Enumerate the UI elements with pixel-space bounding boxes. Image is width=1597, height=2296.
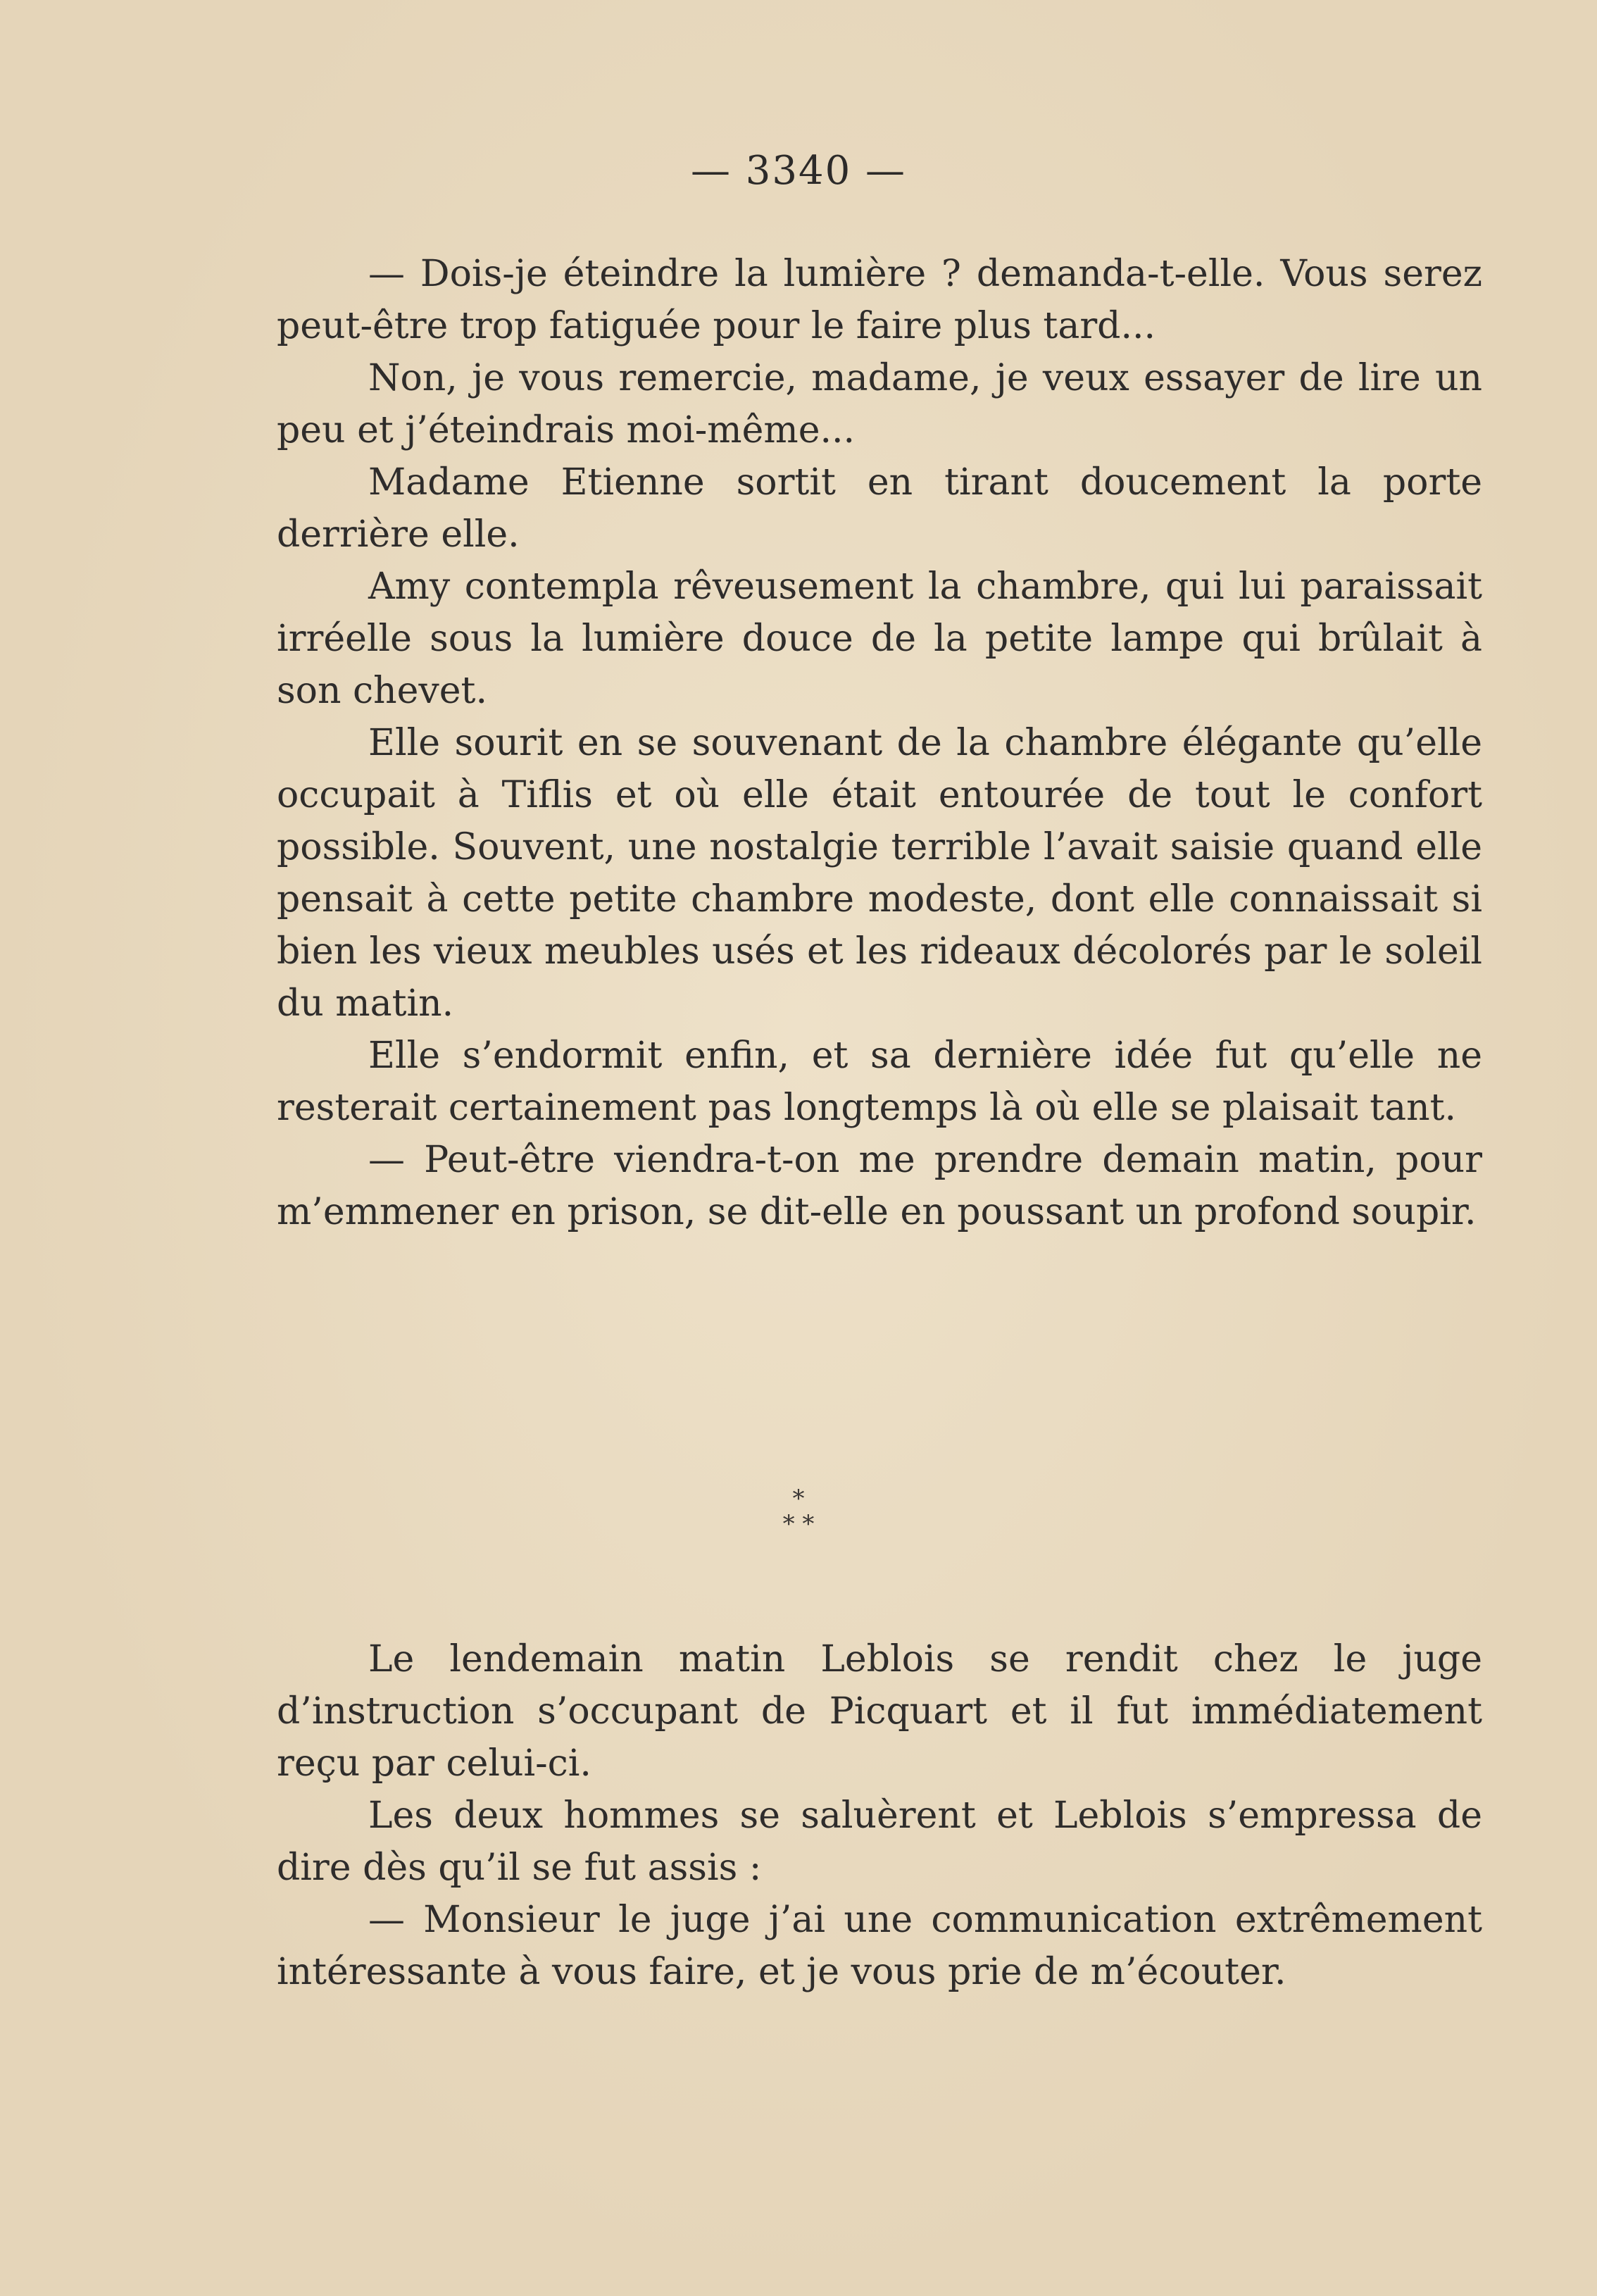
text-section-2 (277, 1633, 1482, 1998)
paragraph: Madame Etienne sortit en tirant doucement la porte derrière elle. (277, 461, 1482, 556)
paragraph: Elle sourit en se souvenant de la chambre élégante qu’elle occupait à Tiflis et où elle était entourée de tout le confort possible. Souvent, une nostalgie terrible l’avait saisie quand elle pensait à cette petite chambre modeste, dont elle connaissait si bien les vieux meubles usés et les rideaux décolorés par le soleil du matin. (277, 722, 1482, 1025)
paragraph: Amy contempla rêveusement la chambre, qui lui paraissait irréelle sous la lumière douce de la petite lampe qui brûlait à son chevet. (277, 566, 1482, 712)
paragraph: Non, je vous remercie, madame, je veux essayer de lire un peu et j’éteindrais moi-même... (277, 357, 1482, 451)
paragraph: — Dois-je éteindre la lumière ? demanda-t-elle. Vous serez peut-être trop fatiguée pour le faire plus tard... (277, 253, 1482, 347)
paragraph: — Peut-être viendra-t-on me prendre demain matin, pour m’emmener en prison, se dit-elle en poussant un profond soupir. (277, 1139, 1482, 1233)
page-number: — 3340 — (690, 148, 907, 194)
paragraph: Les deux hommes se saluèrent et Leblois s’empressa de dire dès qu’il se fut assis : (277, 1795, 1482, 1889)
section-separator-asterism (0, 1486, 1597, 1537)
paragraph: Le lendemain matin Leblois se rendit chez le juge d’instruction s’occupant de Picquart et il fut immédiatement reçu par celui-ci. (277, 1638, 1482, 1785)
paragraph: — Monsieur le juge j’ai une communication extrêmement intéressante à vous faire, et je vous prie de m’écouter. (277, 1899, 1482, 1993)
asterism-top: * (792, 1485, 805, 1513)
text-section-1 (277, 248, 1482, 1238)
paragraph: Elle s’endormit enfin, et sa dernière idée fut qu’elle ne resterait certainement pas longtemps là où elle se plaisait tant. (277, 1035, 1482, 1129)
asterism-bottom: * * (782, 1510, 815, 1538)
